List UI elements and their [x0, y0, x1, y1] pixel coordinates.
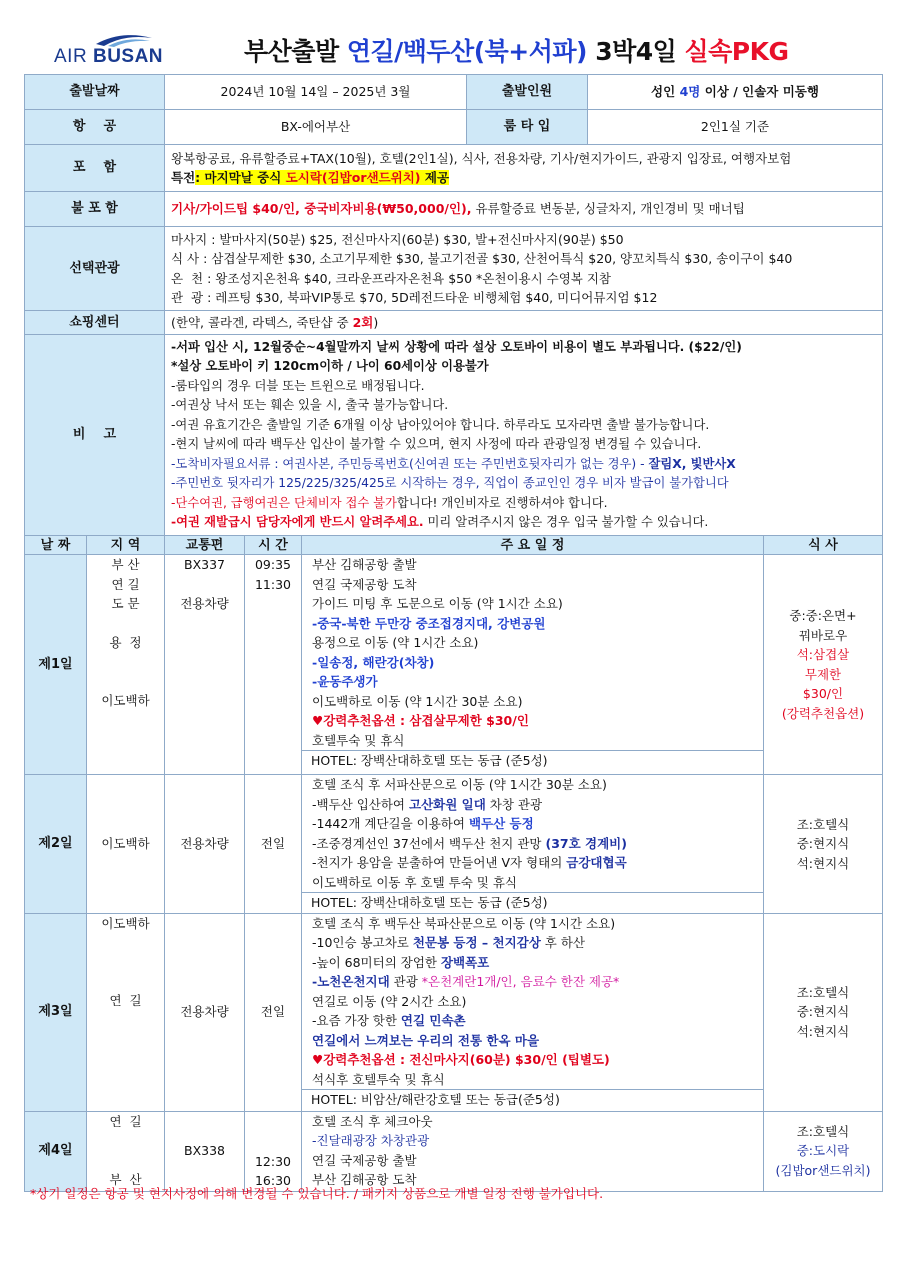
- day4-meal-lunch: 중:도시락: [796, 1143, 850, 1159]
- special-post: 제공: [424, 170, 450, 185]
- day4-meal-lunch-note: (김밥or샌드위치): [775, 1162, 871, 1178]
- notes-label: 비 고: [25, 335, 165, 536]
- day3-item: 호텔 조식 후 백두산 북파산문으로 이동 (약 1시간 소요): [312, 915, 616, 931]
- special-label: 특전: [171, 170, 196, 185]
- day2-time: 전일: [245, 775, 302, 914]
- title-origin: 부산출발: [244, 37, 339, 66]
- day1-region-longjing: 용 정: [109, 634, 142, 650]
- people-label: 출발인원: [467, 75, 588, 110]
- note-snowmobile: -서파 입산 시, 12월중순~4월말까지 날씨 상황에 따라 설상 오토바이 비용이 별도 부과됩니다. ($22/인): [171, 339, 742, 354]
- day1-region-erdaobaihe: 이도백하: [101, 693, 150, 708]
- info-row-notes: [25, 335, 883, 536]
- day2-meal-dinner: 석:현지식: [796, 855, 850, 871]
- day4-time: [245, 1111, 302, 1191]
- day1-item: -윤동주생가: [312, 674, 378, 689]
- day3-text: -높이 68미터의 장엄한: [312, 954, 437, 970]
- day3-onsen-note: *온천계란1개/인, 음료수 한잔 제공*: [421, 974, 620, 989]
- day2-text: 차창 관광: [489, 796, 543, 812]
- day4-time-depart: 12:30: [254, 1153, 292, 1169]
- day3-item: [312, 953, 763, 973]
- day3-item: [312, 972, 763, 992]
- day1-region-tumen: 도 문: [111, 596, 140, 611]
- day3-highlight: -노천온천지대: [312, 974, 390, 989]
- page-title: [244, 32, 789, 68]
- info-row-departure: [25, 75, 883, 110]
- shopping-label: 쇼핑센터: [25, 311, 165, 335]
- day3-item: 석식후 호텔투숙 및 휴식: [312, 1071, 445, 1087]
- shopping-count: 2회: [352, 314, 374, 330]
- day3-region-yanji: 연 길: [109, 993, 142, 1008]
- day2-meal: [764, 775, 883, 914]
- notes-value: [165, 335, 883, 536]
- note-room-type: -룸타입의 경우 더블 또는 트윈으로 배정됩니다.: [171, 378, 425, 393]
- day1-meal-dinner: 석:삼겹살: [796, 647, 850, 662]
- day2-item: 이도백하로 이동 후 호텔 투숙 및 휴식: [312, 874, 517, 890]
- day2-meal-lunch: 중:현지식: [796, 836, 850, 851]
- day4-region: [87, 1111, 165, 1191]
- day1-item: -일송정, 해란강(차창): [312, 654, 435, 670]
- day3-item: 연길로 이동 (약 2시간 소요): [312, 993, 467, 1009]
- optional-label: 선택관광: [25, 227, 165, 311]
- day3-item: [312, 933, 763, 953]
- note-snowmobile-limit: *설상 오토바이 키 120cm이하 / 나이 60세이상 이용불가: [171, 359, 489, 373]
- day1-flight: BX337: [184, 557, 225, 572]
- room-label: 룸 타 입: [467, 110, 588, 145]
- day3-hotel: HOTEL: 비암산/해란강호텔 또는 동급(준5성): [301, 1089, 763, 1110]
- note-resident-number: -주민번호 뒷자리가 125/225/325/425로 시작하는 경우, 직업이 종교인인 경우 비자 발급이 불가합니다: [171, 476, 729, 490]
- day4-region-yanji: 연 길: [109, 1113, 142, 1129]
- day2-text: -조중경계선인 37선에서 백두산 천지 관망: [312, 835, 542, 851]
- day1-vehicle: 전용차량: [180, 595, 229, 611]
- day1-region-yanji: 연 길: [111, 576, 140, 592]
- day1-hotel: HOTEL: 장백산대하호텔 또는 동급 (준5성): [301, 750, 763, 771]
- optional-massage: 마사지 : 발마사지(50분) $25, 전신마사지(60분) $30, 발+전신마사지(90분) $50: [171, 231, 624, 247]
- package-info-table: [24, 74, 883, 536]
- day4-time-arrive: 16:30: [254, 1173, 292, 1188]
- airline-value: BX-에어부산: [165, 110, 467, 145]
- day2-item: 호텔 조식 후 서파산문으로 이동 (약 1시간 30분 소요): [312, 777, 607, 792]
- note-visa-docs: [171, 455, 876, 475]
- day1-time-depart: 09:35: [254, 557, 292, 572]
- day1-label: 제1일: [25, 555, 87, 775]
- day3-transport: 전용차량: [165, 913, 245, 1111]
- day2-text: -1442개 계단길을 이용하여: [312, 816, 465, 831]
- day1-meal: [764, 555, 883, 775]
- day4-region-busan: 부 산: [109, 1172, 142, 1187]
- departure-value: 2024년 10월 14일 – 2025년 3월: [165, 75, 467, 110]
- exclude-rest: 유류할증료 변동분, 싱글차지, 개인경비 및 매너팁: [475, 201, 745, 217]
- day4-item: 연길 국제공항 출발: [312, 1152, 417, 1168]
- visa-docs-warning: 잘림X, 빛반사X: [648, 456, 736, 471]
- optional-spa: 온 천 : 왕조성지온천욕 $40, 크라운프라자온천욕 $50 *온천이용시 수영복 지참: [171, 270, 611, 286]
- special-pre: : 마지막날 중식: [195, 170, 282, 185]
- day2-schedule: [302, 775, 764, 914]
- exclude-value: [165, 192, 883, 227]
- header-schedule: 주 요 일 정: [302, 536, 764, 555]
- reissue-red: -여권 재발급시 담당자에게 반드시 알려주세요.: [171, 515, 424, 529]
- day3-region: [87, 913, 165, 1111]
- itinerary-day-2: [25, 775, 883, 914]
- day4-schedule: [302, 1111, 764, 1191]
- note-weather: -현지 날씨에 따라 백두산 입산이 불가할 수 있으며, 현지 사정에 따라 관광일정 변경될 수 있습니다.: [171, 437, 702, 451]
- day4-item: 호텔 조식 후 체크아웃: [312, 1113, 433, 1129]
- departure-label: 출발날짜: [25, 75, 165, 110]
- day2-text: -백두산 입산하여: [312, 796, 406, 812]
- day1-meal-dinner-2: 무제한: [804, 666, 842, 682]
- day2-highlight: (37호 경계비): [545, 835, 627, 851]
- day3-meal-dinner: 석:현지식: [796, 1023, 850, 1039]
- day1-item: 이도백하로 이동 (약 1시간 30분 소요): [312, 693, 523, 709]
- day2-transport: 전용차량: [165, 775, 245, 914]
- day4-item: -진달래광장 차창관광: [312, 1133, 430, 1148]
- info-row-airline: [25, 110, 883, 145]
- optional-value: [165, 227, 883, 311]
- info-row-shopping: [25, 311, 883, 335]
- day2-highlight: 고산화원 일대: [409, 796, 486, 812]
- note-single-passport: [171, 494, 876, 514]
- day2-item: [312, 834, 763, 854]
- day2-item: [312, 814, 763, 834]
- day1-item: 용정으로 이동 (약 1시간 소요): [312, 635, 479, 650]
- day4-item: 부산 김해공항 도착: [312, 1172, 417, 1187]
- day3-meal-breakfast: 조:호텔식: [796, 984, 850, 1000]
- itinerary-day-1: [25, 555, 883, 775]
- itinerary-table: [24, 535, 883, 1192]
- day2-region: 이도백하: [87, 775, 165, 914]
- exclude-label: 불 포 함: [25, 192, 165, 227]
- itinerary-day-3: [25, 913, 883, 1111]
- note-passport-damage: -여권상 낙서 또는 훼손 있을 시, 출국 불가능합니다.: [171, 398, 449, 412]
- single-passport-red: -단수여권, 급행여권은 단체비자 접수 불가: [171, 495, 397, 510]
- header-transport: 교통편: [165, 536, 245, 555]
- day3-meal-lunch: 중:현지식: [796, 1004, 850, 1020]
- header-meal: 식 사: [764, 536, 883, 555]
- visa-docs-text: -도착비자필요서류 : 여권사본, 주민등록번호(신여권 또는 주민번호뒷자리가 없는 경우) -: [171, 456, 645, 471]
- day3-label: 제3일: [25, 913, 87, 1111]
- logo-text-busan: BUSAN: [92, 46, 164, 67]
- day2-label: 제2일: [25, 775, 87, 914]
- include-text: 왕복항공료, 유류할증료+TAX(10월), 호텔(2인1실), 식사, 전용차량, 기사/현지가이드, 관광지 입장료, 여행자보험: [171, 150, 792, 166]
- people-value: [588, 75, 883, 110]
- info-row-optional: [25, 227, 883, 311]
- day1-region: [87, 555, 165, 775]
- people-pre: 성인: [651, 84, 676, 100]
- day2-item: [312, 795, 763, 815]
- people-count: 4명: [679, 84, 701, 100]
- day3-item: [312, 1011, 763, 1031]
- shopping-post: ): [373, 314, 379, 330]
- day1-item: 부산 김해공항 출발: [312, 557, 417, 572]
- day4-meal: [764, 1111, 883, 1191]
- day1-transport: [165, 555, 245, 775]
- header-region: 지 역: [87, 536, 165, 555]
- title-duration: 3박4일: [595, 37, 677, 66]
- page-header: [24, 28, 882, 72]
- airline-label: 항 공: [25, 110, 165, 145]
- note-passport-validity: -여권 유효기간은 출발일 기준 6개월 이상 남아있어야 합니다. 하루라도 모자라면 출발 불가능합니다.: [171, 417, 710, 432]
- logo-text-air: AIR: [54, 46, 88, 67]
- info-row-exclude: [25, 192, 883, 227]
- day1-region-busan: 부 산: [111, 557, 140, 572]
- day2-item: [312, 853, 763, 873]
- day1-item: 호텔투숙 및 휴식: [312, 732, 405, 748]
- day2-text: -천지가 용암을 분출하여 만들어낸 V자 형태의: [312, 855, 563, 870]
- day3-highlight: 천문봉 등정 – 천지감상: [412, 935, 541, 950]
- single-passport-rest: 합니다! 개인비자로 진행하셔야 합니다.: [396, 495, 608, 510]
- day4-label: 제4일: [25, 1111, 87, 1191]
- shopping-value: [165, 311, 883, 335]
- include-special: [171, 168, 876, 188]
- optional-tour: 관 광 : 레프팅 $30, 북파VIP통로 $70, 5D레전드타운 비행체험 $40, 미디어뮤지엄 $12: [171, 290, 658, 305]
- include-value: [165, 145, 883, 192]
- day1-item: 가이드 미팅 후 도문으로 이동 (약 1시간 소요): [312, 596, 563, 611]
- day2-highlight: 백두산 등정: [468, 816, 534, 831]
- day3-highlight: 연길 민속촌: [400, 1013, 466, 1028]
- day3-highlight: 장백폭포: [440, 954, 490, 970]
- optional-meal: 식 사 : 삼겹살무제한 $30, 소고기무제한 $30, 불고기전골 $30, 산천어특식 $20, 양꼬치특식 $30, 송이구이 $40: [171, 251, 793, 266]
- day2-meal-breakfast: 조:호텔식: [796, 816, 850, 832]
- note-reissue: [171, 513, 876, 533]
- header-time: 시 간: [245, 536, 302, 555]
- include-label: 포 함: [25, 145, 165, 192]
- exclude-fees: 기사/가이드팁 $40/인, 중국비자비용(₩50,000/인),: [171, 201, 472, 217]
- shopping-pre: (한약, 콜라겐, 라텍스, 죽탄샵 중: [171, 314, 349, 330]
- day3-text: 관광: [393, 974, 418, 989]
- day3-time: 전일: [245, 913, 302, 1111]
- day3-schedule: [302, 913, 764, 1111]
- reissue-rest: 미리 알려주시지 않은 경우 입국 불가할 수 있습니다.: [427, 515, 709, 529]
- day1-meal-lunch-2: 꿔바로우: [798, 627, 848, 643]
- day3-text: 후 하산: [544, 935, 585, 950]
- day1-schedule: [302, 555, 764, 775]
- day3-recommended-option: ♥강력추천옵션 : 전신마사지(60분) $30/인 (팁별도): [312, 1052, 610, 1067]
- room-value: 2인1실 기준: [588, 110, 883, 145]
- special-lunchbox: 도시락(김밥or샌드위치): [285, 170, 421, 185]
- day1-item: 연길 국제공항 도착: [312, 576, 417, 592]
- footer-disclaimer: *상기 일정은 항공 및 현지사정에 의해 변경될 수 있습니다. / 패키지 상품으로 개별 일정 진행 불가입니다.: [30, 1186, 604, 1201]
- air-busan-logo: [54, 32, 184, 72]
- itinerary-day-4: [25, 1111, 883, 1191]
- day3-text: -요즘 가장 핫한: [312, 1013, 397, 1028]
- people-post: 이상 / 인솔자 미동행: [704, 84, 819, 100]
- itinerary-header-row: [25, 536, 883, 555]
- day2-highlight: 금강대협곡: [566, 855, 627, 870]
- day4-transport: BX338: [165, 1111, 245, 1191]
- day3-region-erdaobaihe: 이도백하: [101, 915, 150, 931]
- info-row-include: [25, 145, 883, 192]
- day3-meal: [764, 913, 883, 1111]
- day1-meal-dinner-note: (강력추천옵션): [781, 705, 865, 721]
- title-package: 실속PKG: [684, 37, 789, 66]
- day3-item: 연길에서 느껴보는 우리의 전통 한옥 마을: [312, 1032, 540, 1048]
- day1-time: [245, 555, 302, 775]
- title-destination: 연길/백두산(북+서파): [346, 37, 587, 66]
- day1-recommended-option: ♥강력추천옵션 : 삼겹살무제한 $30/인: [312, 713, 529, 728]
- day1-time-arrive: 11:30: [254, 576, 292, 592]
- header-date: 날 짜: [25, 536, 87, 555]
- day3-text: -10인승 봉고차로: [312, 935, 409, 950]
- day1-item: -중국-북한 두만강 중조접경지대, 강변공원: [312, 615, 546, 631]
- day4-meal-breakfast: 조:호텔식: [796, 1123, 850, 1139]
- day1-meal-dinner-price: $30/인: [802, 686, 844, 701]
- day1-meal-lunch: 중:중:온면+: [789, 608, 857, 623]
- day2-hotel: HOTEL: 장백산대하호텔 또는 동급 (준5성): [301, 892, 763, 913]
